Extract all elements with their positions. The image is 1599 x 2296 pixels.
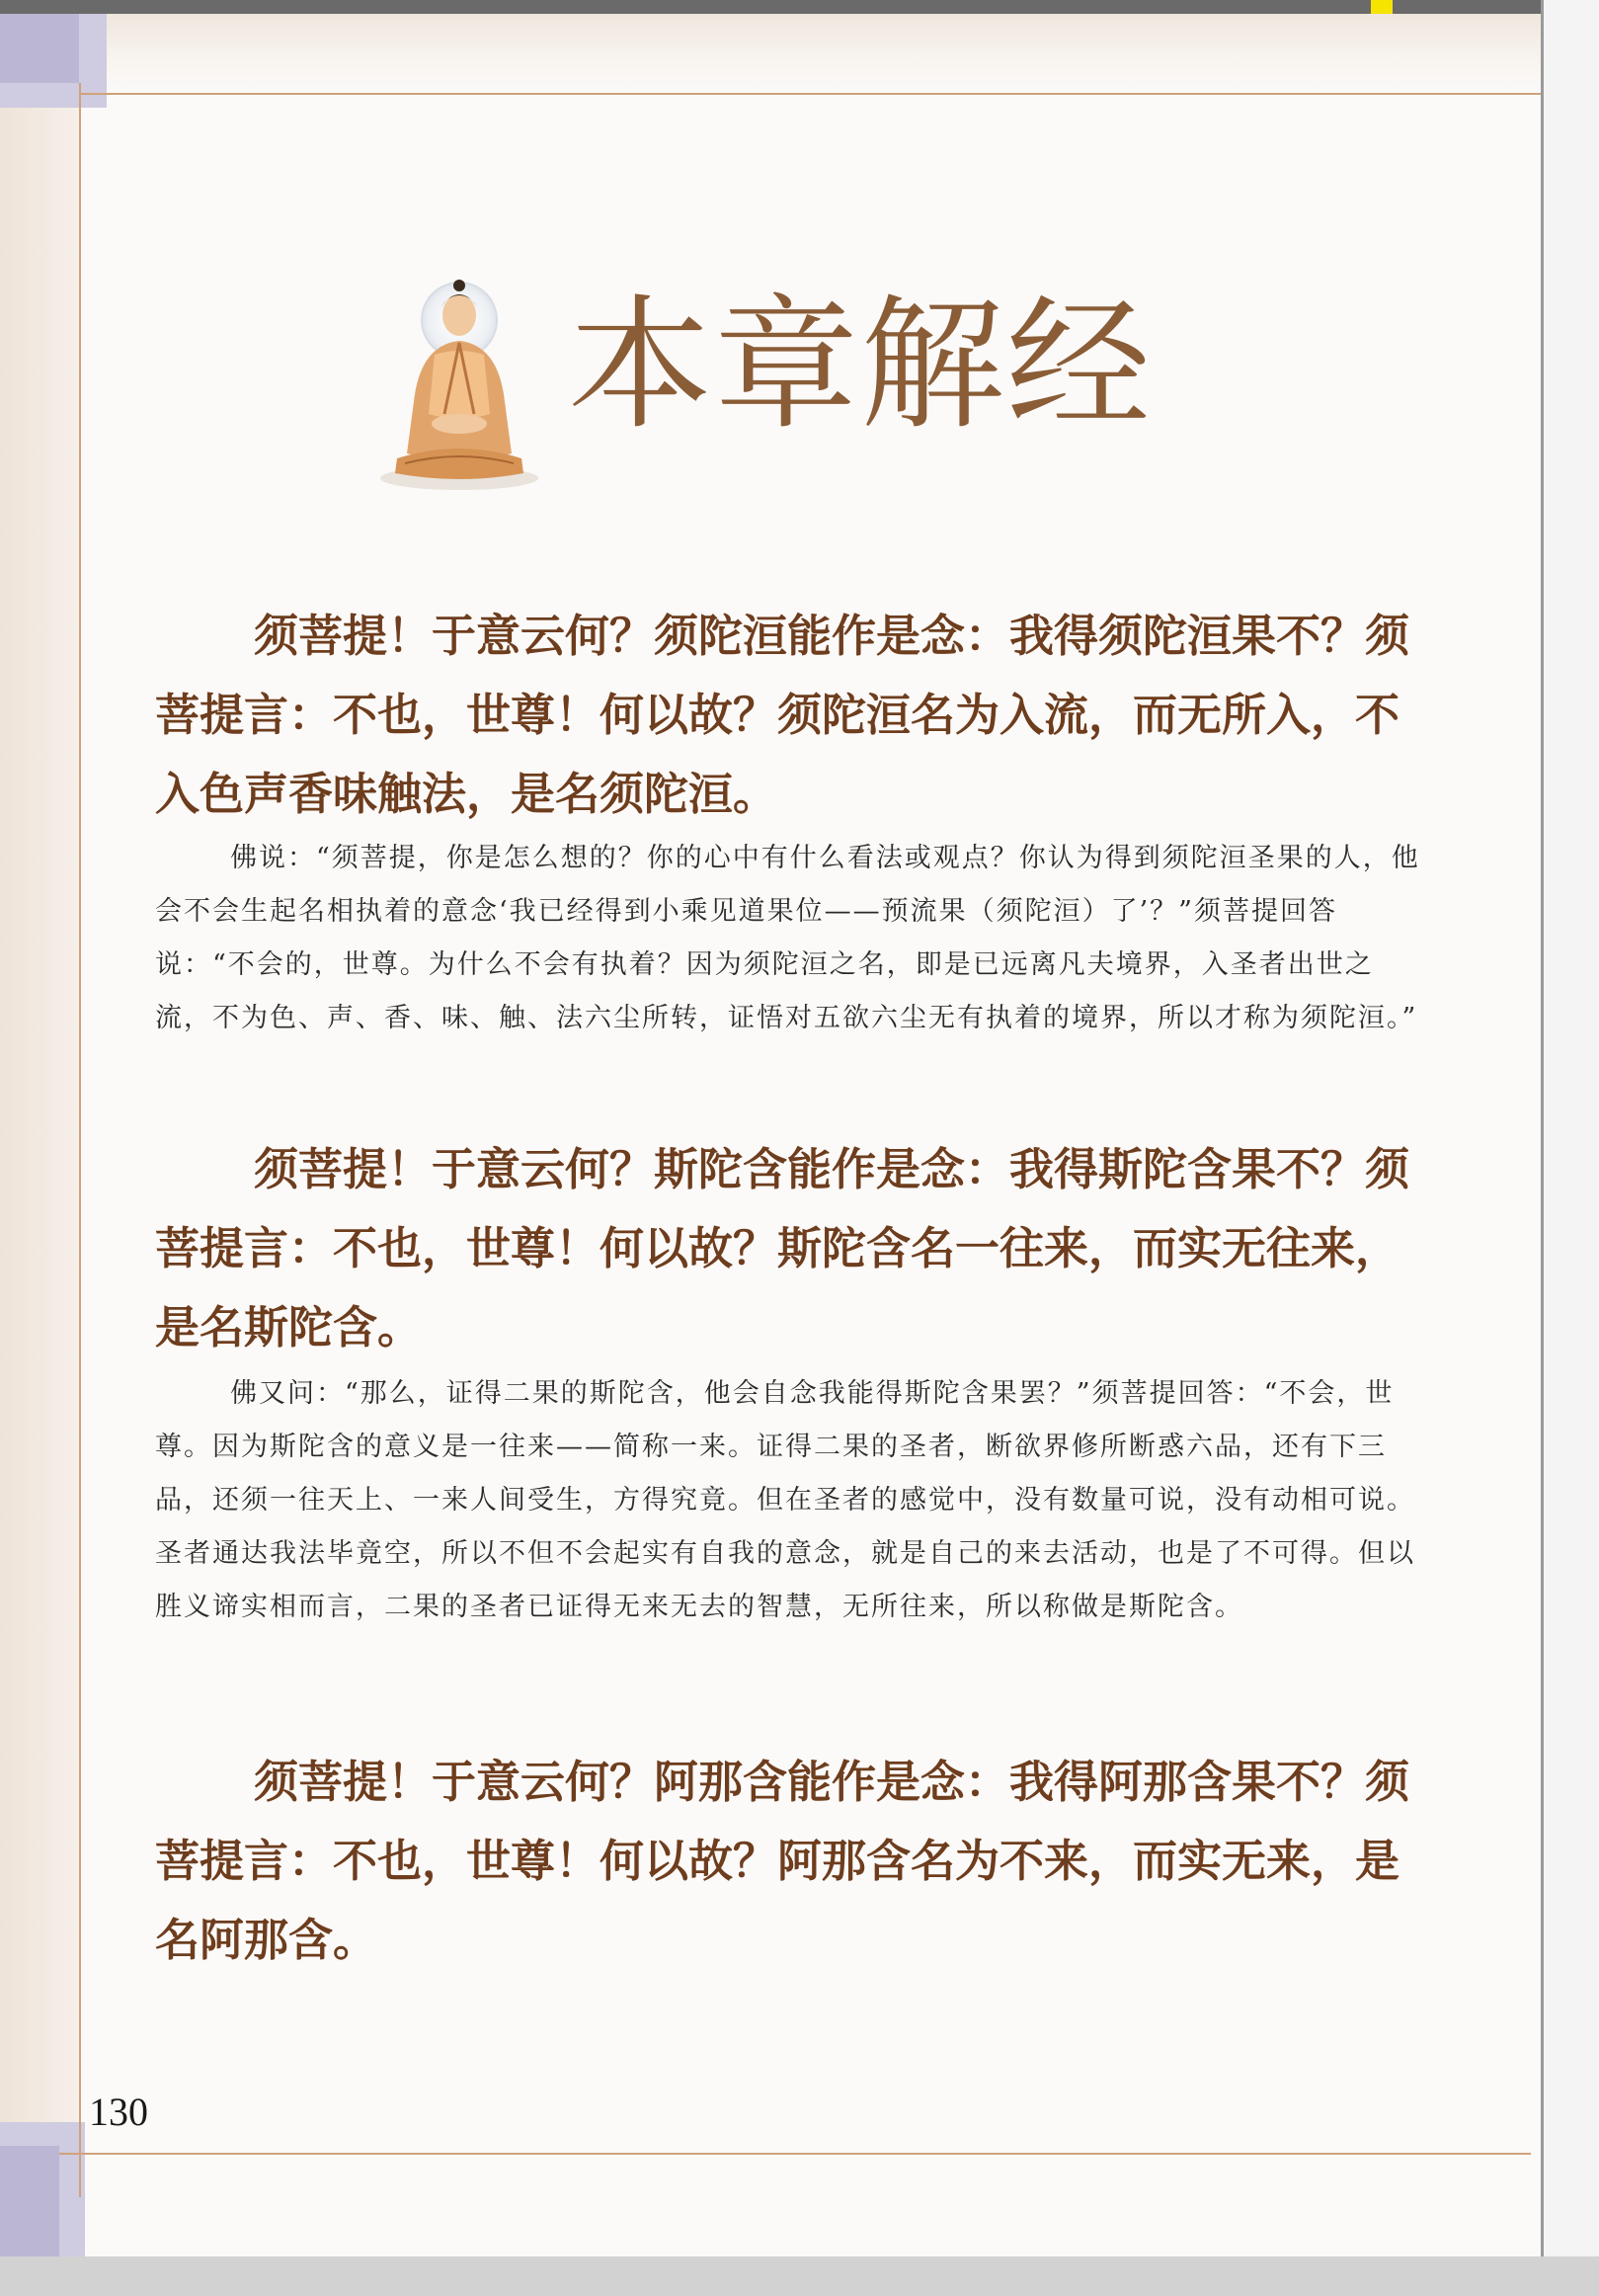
corner-square-top-inner: [0, 14, 79, 83]
sutra-passage-2: 须菩提！于意云何？斯陀含能作是念：我得斯陀含果不？须菩提言：不也，世尊！何以故？斯陀含名一往来，而实无往来，是名斯陀含。: [155, 1143, 1410, 1353]
scan-bottom-edge: [0, 2256, 1599, 2296]
frame-line-vertical: [79, 83, 81, 2197]
frame-line-top: [79, 93, 1541, 95]
corner-square-bottom-inner: [0, 2146, 59, 2256]
book-page: [0, 14, 1541, 2256]
seated-buddha-icon: [375, 266, 543, 493]
commentary-1: 佛说：“须菩提，你是怎么想的？你的心中有什么看法或观点？你认为得到须陀洹圣果的人，他会不会生起名相执着的意念‘我已经得到小乘见道果位——预流果（须陀洹）了’？”须菩提回答说：“不会的，世尊。为什么不会有执着？因为须陀洹之名，即是已远离凡夫境界，入圣者出世之流，不为色、声、香、味、触、法六尘所转，证悟对五欲六尘无有执着的境界，所以才称为须陀洹。”: [155, 843, 1420, 1033]
frame-line-bottom: [59, 2153, 1531, 2155]
sutra-passage-1: 须菩提！于意云何？须陀洹能作是念：我得须陀洹果不？须菩提言：不也，世尊！何以故？须陀洹名为入流，而无所入，不入色声香味触法，是名须陀洹。: [155, 610, 1410, 820]
chapter-title: 本章解经: [568, 282, 1153, 450]
scan-top-edge: [0, 0, 1544, 14]
scan-yellow-mark: [1371, 0, 1393, 14]
scan-right-edge: [1541, 0, 1599, 2256]
left-decor-strip: [0, 14, 79, 2256]
page-number: 130: [89, 2090, 148, 2134]
chapter-header: [375, 266, 1153, 493]
sutra-passage-3: 须菩提！于意云何？阿那含能作是念：我得阿那含果不？须菩提言：不也，世尊！何以故？阿那含名为不来，而实无来，是名阿那含。: [155, 1756, 1410, 1966]
top-decor-band: [79, 14, 1541, 93]
commentary-2: 佛又问：“那么，证得二果的斯陀含，他会自念我能得斯陀含果罢？”须菩提回答：“不会，世尊。因为斯陀含的意义是一往来——简称一来。证得二果的圣者，断欲界修所断惑六品，还有下三品，还须一往天上、一来人间受生，方得究竟。但在圣者的感觉中，没有数量可说，没有动相可说。圣者通达我法毕竟空，所以不但不会起实有自我的意念，就是自己的来去活动，也是了不可得。但以胜义谛实相而言，二果的圣者已证得无来无去的智慧，无所往来，所以称做是斯陀含。: [155, 1378, 1415, 1622]
